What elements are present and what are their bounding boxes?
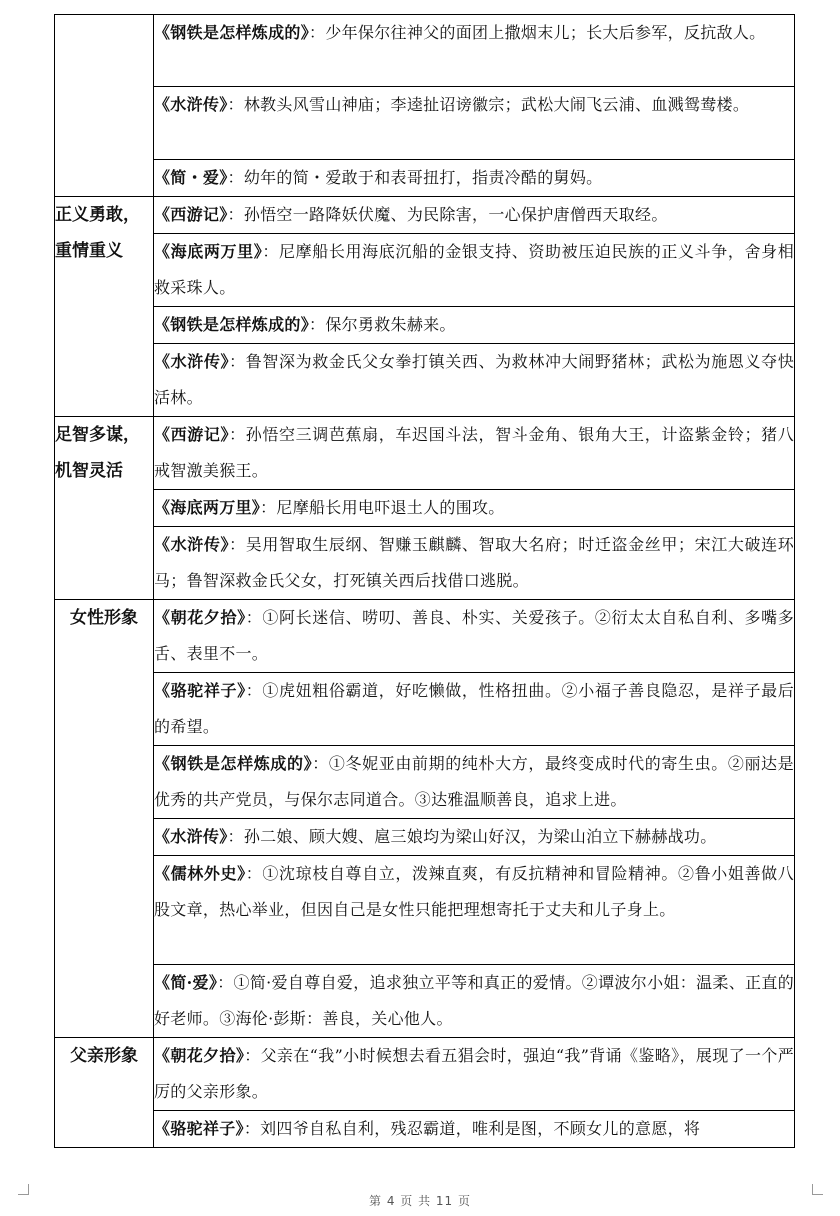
book-title: 《钢铁是怎样炼成的》 bbox=[154, 23, 310, 42]
entry-cell bbox=[154, 344, 795, 417]
entry-cell bbox=[154, 1111, 795, 1148]
book-title: 《海底两万里》 bbox=[154, 242, 263, 261]
entry-cell bbox=[154, 307, 795, 344]
category-cell: 女性形象 bbox=[55, 600, 154, 1038]
table-row bbox=[55, 1111, 795, 1148]
category-cell bbox=[55, 15, 154, 197]
entry-text: ：尼摩船长用海底沉船的金银支持、资助被压迫民族的正义斗争，舍身相救采珠人。 bbox=[154, 242, 794, 297]
entry-text: ：孙悟空三调芭蕉扇，车迟国斗法，智斗金角、银角大王，计盗紫金铃；猪八戒智激美猴王。 bbox=[154, 425, 794, 480]
category-cell: 正义勇敢，重情重义 bbox=[55, 197, 154, 417]
book-title: 《海底两万里》 bbox=[154, 498, 261, 517]
entry-cell bbox=[154, 234, 795, 307]
book-title: 《钢铁是怎样炼成的》 bbox=[154, 315, 310, 334]
table-row bbox=[55, 234, 795, 307]
book-title: 《儒林外史》 bbox=[154, 864, 246, 883]
table-row bbox=[55, 746, 795, 819]
entry-text: ：①虎妞粗俗霸道，好吃懒做，性格扭曲。②小福子善良隐忍，是祥子最后的希望。 bbox=[154, 681, 794, 736]
entry-cell bbox=[154, 160, 795, 197]
book-title: 《简・爱》 bbox=[154, 168, 228, 187]
entry-cell bbox=[154, 600, 795, 673]
book-title: 《简·爱》 bbox=[154, 973, 218, 992]
entry-text: ：保尔勇救朱赫来。 bbox=[309, 315, 456, 334]
entry-text: ：①沈琼枝自尊自立，泼辣直爽，有反抗精神和冒险精神。②鲁小姐善做八股文章，热心举业，但因自己是女性只能把理想寄托于丈夫和儿子身上。 bbox=[154, 864, 794, 919]
table-row bbox=[55, 15, 795, 87]
book-title: 《水浒传》 bbox=[154, 535, 230, 554]
entry-cell bbox=[154, 819, 795, 856]
entry-text: ：孙悟空一路降妖伏魔、为民除害，一心保护唐僧西天取经。 bbox=[227, 205, 668, 224]
book-title: 《钢铁是怎样炼成的》 bbox=[154, 754, 313, 773]
entry-text: ：幼年的简・爱敢于和表哥扭打，指责冷酷的舅妈。 bbox=[227, 168, 603, 187]
book-title: 《水浒传》 bbox=[154, 352, 230, 371]
entry-text: ：刘四爷自私自利，残忍霸道，唯利是图，不顾女儿的意愿，将 bbox=[243, 1119, 701, 1138]
entry-text: ：孙二娘、顾大嫂、扈三娘均为梁山好汉，为梁山泊立下赫赫战功。 bbox=[227, 827, 717, 846]
entry-cell bbox=[154, 490, 795, 527]
table-row bbox=[55, 87, 795, 160]
entry-text: ：①阿长迷信、唠叨、善良、朴实、关爱孩子。②衍太太自私自利、多嘴多舌、表里不一。 bbox=[154, 608, 794, 663]
entry-cell bbox=[154, 417, 795, 490]
entry-text: ：父亲在“我”小时候想去看五猖会时，强迫“我”背诵《鉴略》，展现了一个严厉的父亲形象。 bbox=[154, 1046, 794, 1101]
table-row bbox=[55, 1038, 795, 1111]
book-title: 《朝花夕拾》 bbox=[154, 608, 246, 627]
entry-cell bbox=[154, 87, 795, 160]
table-row bbox=[55, 527, 795, 600]
table-row bbox=[55, 965, 795, 1038]
book-title: 《西游记》 bbox=[154, 205, 228, 224]
entry-text: ：鲁智深为救金氏父女拳打镇关西、为救林冲大闹野猪林；武松为施恩义夺快活林。 bbox=[154, 352, 794, 407]
entry-cell bbox=[154, 856, 795, 965]
entry-cell bbox=[154, 1038, 795, 1111]
entry-cell bbox=[154, 673, 795, 746]
table-row bbox=[55, 417, 795, 490]
entry-text: ：吴用智取生辰纲、智赚玉麒麟、智取大名府；时迁盗金丝甲；宋江大破连环马；鲁智深救金氏父女，打死镇关西后找借口逃脱。 bbox=[154, 535, 794, 590]
book-title: 《骆驼祥子》 bbox=[154, 1119, 244, 1138]
category-cell: 父亲形象 bbox=[55, 1038, 154, 1148]
entry-text: ：①冬妮亚由前期的纯朴大方，最终变成时代的寄生虫。②丽达是优秀的共产党员，与保尔志同道合。③达雅温顺善良，追求上进。 bbox=[154, 754, 794, 809]
table-row bbox=[55, 856, 795, 965]
table-row bbox=[55, 344, 795, 417]
table-row bbox=[55, 490, 795, 527]
table-row bbox=[55, 307, 795, 344]
book-title: 《朝花夕拾》 bbox=[154, 1046, 245, 1065]
entry-text: ：少年保尔往神父的面团上撒烟末儿；长大后参军，反抗敌人。 bbox=[309, 23, 766, 42]
table-row bbox=[55, 600, 795, 673]
entry-cell bbox=[154, 527, 795, 600]
page-footer: 第 4 页 共 11 页 bbox=[369, 1194, 471, 1208]
entry-text: ：①简·爱自尊自爱，追求独立平等和真正的爱情。②谭波尔小姐：温柔、正直的好老师。③海伦·彭斯：善良，关心他人。 bbox=[154, 973, 794, 1028]
book-title: 《水浒传》 bbox=[154, 95, 228, 114]
table-row bbox=[55, 160, 795, 197]
table-row bbox=[55, 197, 795, 234]
book-title: 《骆驼祥子》 bbox=[154, 681, 246, 700]
entry-cell bbox=[154, 197, 795, 234]
reading-notes-table bbox=[54, 14, 795, 1148]
entry-text: ：尼摩船长用电吓退土人的围攻。 bbox=[260, 498, 505, 517]
entry-cell bbox=[154, 15, 795, 87]
table-row bbox=[55, 673, 795, 746]
category-cell: 足智多谋，机智灵活 bbox=[55, 417, 154, 600]
book-title: 《水浒传》 bbox=[154, 827, 228, 846]
entry-text: ：林教头风雪山神庙；李逵扯诏谤徽宗；武松大闹飞云浦、血溅鸳鸯楼。 bbox=[227, 95, 750, 114]
book-title: 《西游记》 bbox=[154, 425, 230, 444]
table-row bbox=[55, 819, 795, 856]
entry-cell bbox=[154, 746, 795, 819]
entry-cell bbox=[154, 965, 795, 1038]
